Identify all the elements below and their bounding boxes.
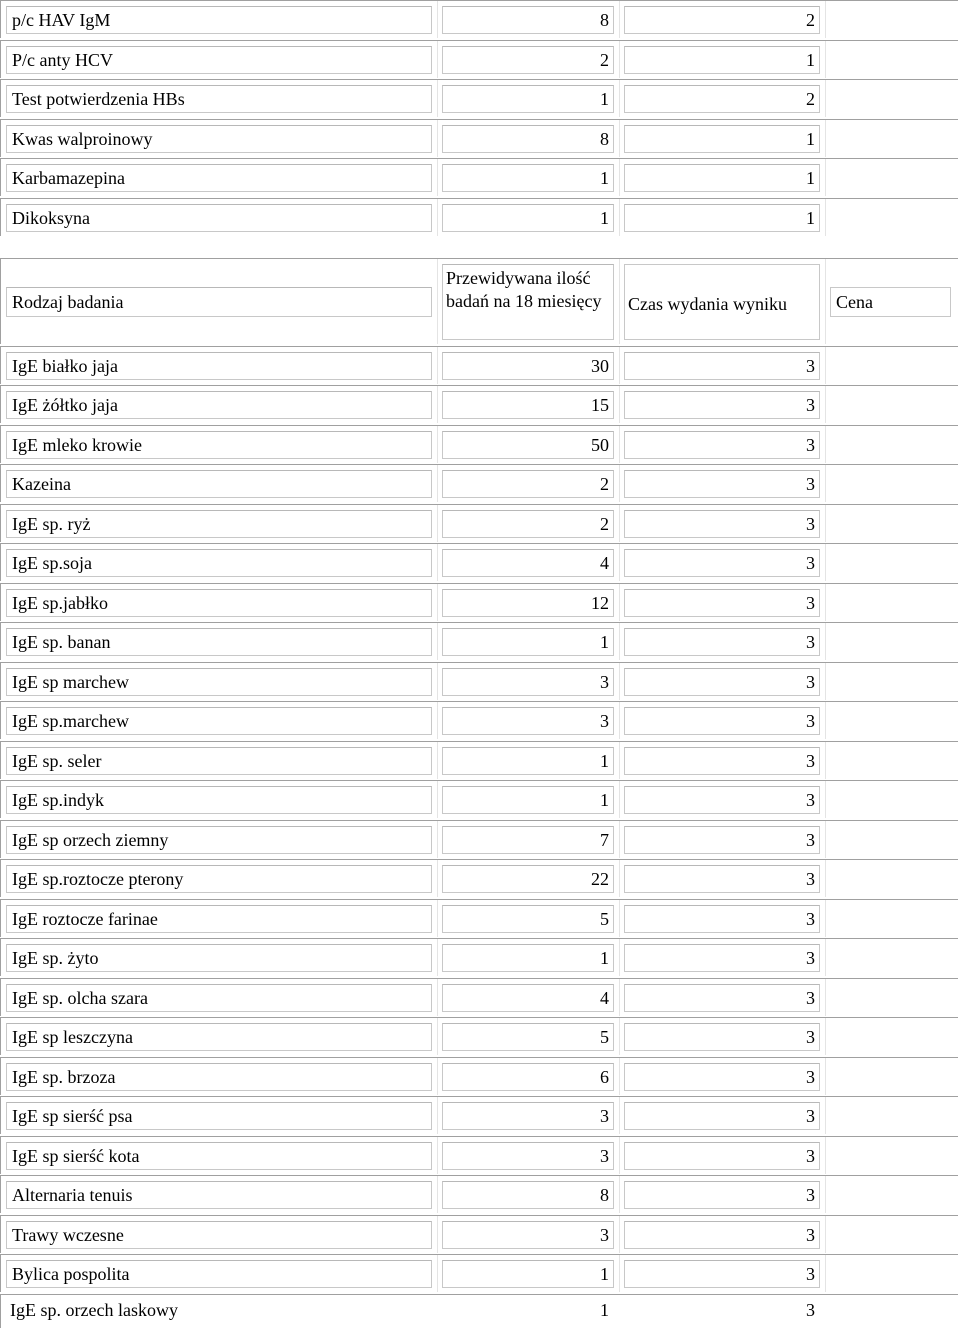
- table-row: [0, 1254, 958, 1292]
- test-quantity: 50: [442, 431, 614, 459]
- test-price: [830, 352, 951, 380]
- test-time: 3: [624, 549, 820, 577]
- table-row: [0, 1215, 958, 1253]
- test-name: IgE sp marchew: [6, 668, 432, 696]
- test-name: P/c anty HCV: [6, 46, 432, 74]
- test-quantity: 1: [442, 204, 614, 232]
- test-price: [830, 549, 951, 577]
- test-price: [830, 668, 951, 696]
- test-price: [830, 826, 951, 854]
- test-time: 3: [624, 431, 820, 459]
- test-name: IgE mleko krowie: [6, 431, 432, 459]
- table-row: [0, 464, 958, 502]
- test-quantity: 3: [442, 1142, 614, 1170]
- test-time: 3: [624, 1142, 820, 1170]
- test-name: IgE sp.marchew: [6, 707, 432, 735]
- test-price: [830, 865, 951, 893]
- test-name: IgE sp. brzoza: [6, 1063, 432, 1091]
- test-time: 3: [624, 1260, 820, 1288]
- test-name: Dikoksyna: [6, 204, 432, 232]
- test-name: IgE sp.indyk: [6, 786, 432, 814]
- test-price: [830, 510, 951, 538]
- test-name: Alternaria tenuis: [6, 1181, 432, 1209]
- test-name: IgE sp.soja: [6, 549, 432, 577]
- test-name: IgE żółtko jaja: [6, 391, 432, 419]
- test-price: [830, 628, 951, 656]
- test-price: [830, 391, 951, 419]
- test-name: IgE sp. seler: [6, 747, 432, 775]
- test-price: [830, 944, 951, 972]
- test-time: 1: [624, 164, 820, 192]
- test-quantity: 1: [442, 85, 614, 113]
- test-time: 3: [624, 589, 820, 617]
- table-row: [0, 1057, 958, 1095]
- test-price: [830, 431, 951, 459]
- table-row: [0, 1294, 958, 1328]
- table-row: [0, 119, 958, 157]
- test-price: [830, 1063, 951, 1091]
- test-time: 3: [624, 905, 820, 933]
- test-price: [830, 470, 951, 498]
- table-row: [0, 0, 958, 38]
- test-quantity: 5: [442, 1023, 614, 1051]
- test-quantity: 7: [442, 826, 614, 854]
- test-quantity: 15: [442, 391, 614, 419]
- test-price: [830, 164, 951, 192]
- test-name: IgE białko jaja: [6, 352, 432, 380]
- test-time: 2: [624, 6, 820, 34]
- test-name: IgE sp sierść psa: [6, 1102, 432, 1130]
- test-quantity: 1: [442, 628, 614, 656]
- table-row: [0, 820, 958, 858]
- test-quantity: 2: [442, 46, 614, 74]
- test-time: 3: [624, 628, 820, 656]
- test-name: p/c HAV IgM: [6, 6, 432, 34]
- test-time: 3: [624, 707, 820, 735]
- test-name: IgE sp. ryż: [6, 510, 432, 538]
- table-header-row: [0, 258, 958, 344]
- test-price: [830, 1023, 951, 1051]
- test-name: Karbamazepina: [6, 164, 432, 192]
- header-price: Cena: [830, 287, 951, 317]
- header-name: Rodzaj badania: [6, 287, 432, 317]
- test-time: 3: [624, 944, 820, 972]
- test-price: [830, 1221, 951, 1249]
- test-price: [830, 1181, 951, 1209]
- test-quantity: 1: [442, 747, 614, 775]
- table-row: [0, 158, 958, 196]
- test-quantity: 3: [442, 1221, 614, 1249]
- test-name: IgE sp. olcha szara: [6, 984, 432, 1012]
- test-name: IgE sp.roztocze pterony: [6, 865, 432, 893]
- test-time: 1: [624, 204, 820, 232]
- test-quantity: 5: [442, 905, 614, 933]
- test-name: Test potwierdzenia HBs: [6, 85, 432, 113]
- header-time: [624, 264, 820, 340]
- table-row: [0, 978, 958, 1016]
- test-time: 3: [624, 865, 820, 893]
- test-time: 3: [624, 826, 820, 854]
- test-quantity: 1: [442, 1296, 614, 1324]
- test-time: 3: [624, 1023, 820, 1051]
- test-quantity: 8: [442, 6, 614, 34]
- table-row: [0, 899, 958, 937]
- table-row: [0, 425, 958, 463]
- table-row: [0, 504, 958, 542]
- test-price: [830, 1142, 951, 1170]
- test-quantity: 2: [442, 470, 614, 498]
- test-quantity: 22: [442, 865, 614, 893]
- test-time: 3: [624, 1296, 820, 1324]
- test-quantity: 6: [442, 1063, 614, 1091]
- table-row: [0, 1017, 958, 1055]
- test-time: 3: [624, 668, 820, 696]
- test-price: [830, 1260, 951, 1288]
- test-time: 3: [624, 984, 820, 1012]
- header-qty: Przewidywana ilość badań na 18 miesięcy: [442, 264, 614, 340]
- test-time: 1: [624, 46, 820, 74]
- test-name: IgE sp orzech ziemny: [6, 826, 432, 854]
- test-time: 3: [624, 470, 820, 498]
- header-time-label: Czas wydania wyniku: [628, 294, 787, 314]
- test-time: 1: [624, 125, 820, 153]
- table-row: [0, 780, 958, 818]
- table-row: [0, 40, 958, 78]
- test-quantity: 12: [442, 589, 614, 617]
- test-quantity: 3: [442, 707, 614, 735]
- table-row: [0, 1175, 958, 1213]
- test-name: Kazeina: [6, 470, 432, 498]
- table-row: [0, 741, 958, 779]
- test-price: [830, 1102, 951, 1130]
- test-name: IgE roztocze farinae: [6, 905, 432, 933]
- test-quantity: 1: [442, 944, 614, 972]
- test-time: 3: [624, 510, 820, 538]
- test-quantity: 1: [442, 786, 614, 814]
- table-row: [0, 622, 958, 660]
- table-row: [0, 662, 958, 700]
- test-price: [830, 46, 951, 74]
- table-row: [0, 1096, 958, 1134]
- test-name: IgE sp leszczyna: [6, 1023, 432, 1051]
- table-row: [0, 583, 958, 621]
- table-row: [0, 198, 958, 236]
- test-price: [830, 85, 951, 113]
- test-name: Bylica pospolita: [6, 1260, 432, 1288]
- test-name: IgE sp. żyto: [6, 944, 432, 972]
- test-price: [830, 125, 951, 153]
- test-quantity: 1: [442, 1260, 614, 1288]
- table-row: [0, 346, 958, 384]
- test-price: [830, 6, 951, 34]
- table-row: [0, 1136, 958, 1174]
- test-time: 3: [624, 391, 820, 419]
- table-row: [0, 543, 958, 581]
- table-row: [0, 79, 958, 117]
- table-row: [0, 701, 958, 739]
- table-row: [0, 938, 958, 976]
- test-name: Kwas walproinowy: [6, 125, 432, 153]
- test-name: Trawy wczesne: [6, 1221, 432, 1249]
- test-quantity: 4: [442, 984, 614, 1012]
- table-row: [0, 385, 958, 423]
- test-quantity: 8: [442, 1181, 614, 1209]
- test-time: 3: [624, 786, 820, 814]
- test-price: [830, 786, 951, 814]
- test-time: 3: [624, 352, 820, 380]
- test-name: IgE sp. orzech laskowy: [6, 1296, 432, 1324]
- table-row: [0, 859, 958, 897]
- test-quantity: 2: [442, 510, 614, 538]
- test-price: [830, 905, 951, 933]
- top-table: [0, 0, 960, 237]
- test-name: IgE sp.jabłko: [6, 589, 432, 617]
- main-table: [0, 258, 960, 1329]
- test-quantity: 3: [442, 668, 614, 696]
- test-time: 3: [624, 1063, 820, 1091]
- test-name: IgE sp sierść kota: [6, 1142, 432, 1170]
- test-price: [830, 707, 951, 735]
- test-time: 3: [624, 1221, 820, 1249]
- test-quantity: 3: [442, 1102, 614, 1130]
- test-price: [830, 204, 951, 232]
- test-quantity: 1: [442, 164, 614, 192]
- test-price: [830, 589, 951, 617]
- test-time: 3: [624, 747, 820, 775]
- test-time: 2: [624, 85, 820, 113]
- test-quantity: 4: [442, 549, 614, 577]
- test-name: IgE sp. banan: [6, 628, 432, 656]
- test-quantity: 8: [442, 125, 614, 153]
- test-quantity: 30: [442, 352, 614, 380]
- test-time: 3: [624, 1181, 820, 1209]
- test-time: 3: [624, 1102, 820, 1130]
- test-price: [830, 747, 951, 775]
- test-price: [830, 984, 951, 1012]
